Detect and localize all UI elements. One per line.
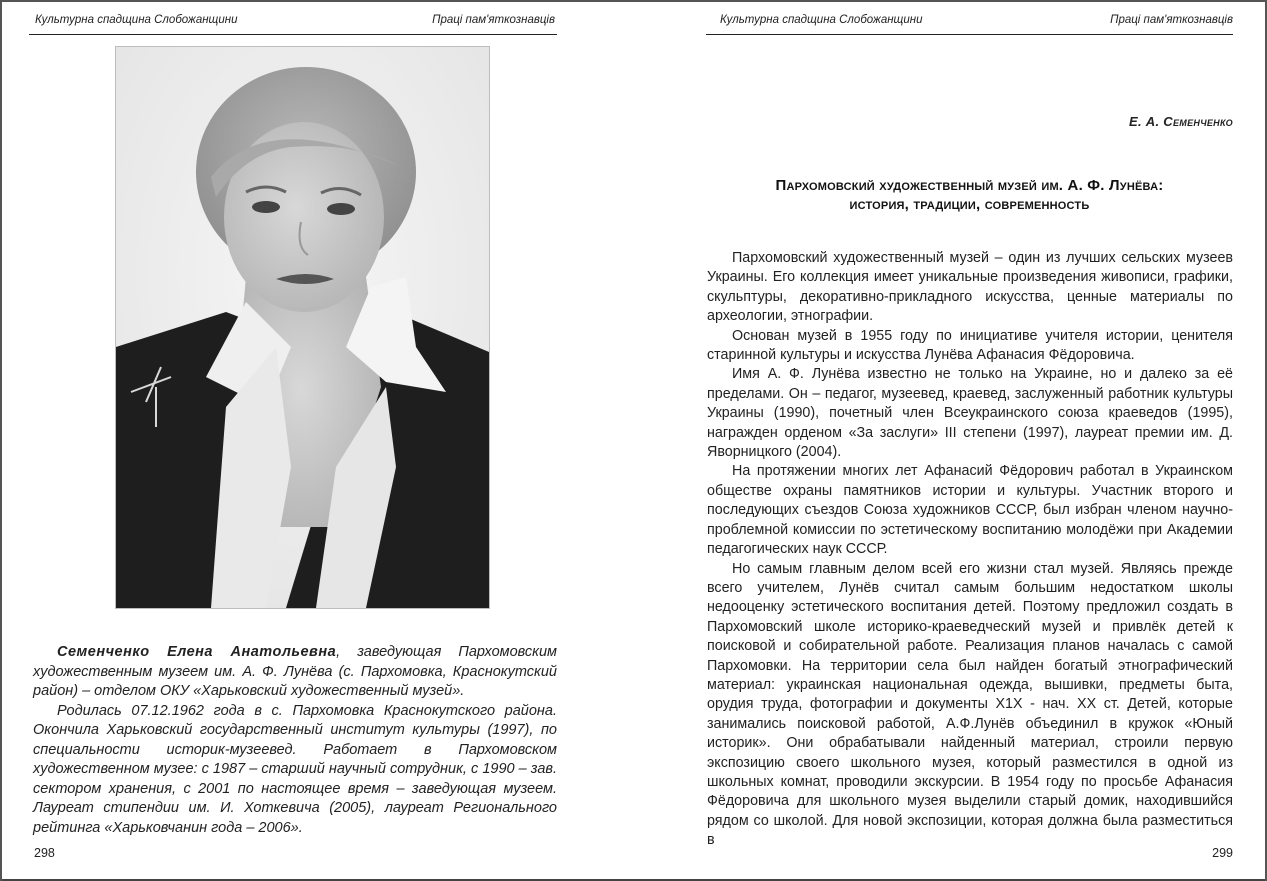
caption-paragraph: Родилась 07.12.1962 года в с. Пархомовка Краснокутского района. Окончила Харьковский государственный институт культуры (1997), по специальности историк-музеевед. Работает в Пархомовском художественном музее: с 1987 – старший научный сотрудник, с 1990 – зав. сектором хранения, с 2001 по настоящее время – заведующая музеем. Лауреат стипендии им. И. Хоткевича (2005), лауреат Регионального рейтинга «Харьковчанин года – 2006».: [33, 702, 557, 836]
body-paragraph: Основан музей в 1955 году по инициативе учителя истории, ценителя старинной культуры и искусства Лунёва Афанасия Фёдоровича.: [707, 327, 1233, 364]
page-number: 299: [1212, 846, 1233, 860]
biography-caption: [33, 643, 557, 838]
body-paragraph: Но самым главным делом всей его жизни стал музей. Являясь прежде всего учителем, Лунёв считал самым большим недостатком школы недооценку эстетического воспитания детей. Поэтому предложил создать в Пархомовский школе историко-краеведческий музей и привлёк детей к поисковой и собирательной работе. Реализация планов началась с самой Пархомовки. На территории села был найден богатый этнографический материал: украинская национальная одежда, вышивки, предметы быта, орудия труда, фотографии и документы Х1Х - нач. ХХ ст. Детей, которые занимались поисковой работой, А.Ф.Лунёв объединил в кружок «Юный историк». Они обрабатывали найденный материал, строили первую экспозицию своего школьного музея, который разместился в одной из школьных комнат, проводили экскурсии. В 1954 году по просьбе Афанасия Фёдоровича для школьного музея выделили старый домик, находившийся рядом со школой. Для новой экспозиции, которая должна была разместиться в: [707, 560, 1233, 849]
right-page: [680, 0, 1267, 881]
caption-text: , заведующая Пархомовским художественным музеем им. А. Ф. Лунёва (с. Пархомовка, Краснокутский район) – отделом ОКУ «Харьковский художественный музей».: [33, 644, 557, 699]
left-page: [0, 0, 600, 881]
running-head-right: Праці пам'яткознавців: [1110, 14, 1233, 26]
header-rule: [29, 34, 557, 35]
title-line-2: история, традиции, современность: [849, 196, 1090, 213]
page-number: 298: [34, 846, 55, 860]
running-head-left: Культурна спадщина Слобожанщини: [35, 14, 238, 26]
header-rule: [706, 34, 1233, 35]
caption-paragraph: [33, 643, 557, 702]
article-title: [706, 176, 1233, 214]
running-head: [35, 14, 555, 26]
body-paragraph: Имя А. Ф. Лунёва известно не только на Украине, но и далеко за её пределами. Он – педагог, музеевед, краевед, заслуженный работник культуры Украины (1990), почетный член Всеукраинского союза краеведов (1995), награжден орденом «За заслуги» III степени (1997), лауреат премии им. Д. Яворницкого (2004).: [707, 366, 1233, 461]
running-head-left: Культурна спадщина Слобожанщини: [720, 14, 923, 26]
body-paragraph: Пархомовский художественный музей – один из лучших сельских музеев Украины. Его коллекция имеет уникальные произведения живописи, графики, скульптуры, декоративно-прикладного искусства, ценные материалы по археологии, этнографии.: [707, 250, 1233, 325]
portrait-photo: [115, 46, 490, 609]
title-line-1: Пархомовский художественный музей им. А. Ф. Лунёва:: [775, 177, 1164, 194]
running-head-right: Праці пам'яткознавців: [432, 14, 555, 26]
article-body: [707, 249, 1233, 851]
body-paragraph: На протяжении многих лет Афанасий Фёдорович работал в Украинском обществе охраны памятников истории и культуры. Участник второго и последующих съездов Союза художников СССР, был избран членом научно-проблемной комиссии по эстетическому воспитанию молодёжи при Академии педагогических наук СССР.: [707, 463, 1233, 558]
article-author: Е. А. Семенченко: [1129, 114, 1233, 129]
person-name: Семенченко Елена Анатольевна: [57, 644, 337, 660]
running-head: [720, 14, 1233, 26]
portrait-image: [116, 47, 489, 608]
